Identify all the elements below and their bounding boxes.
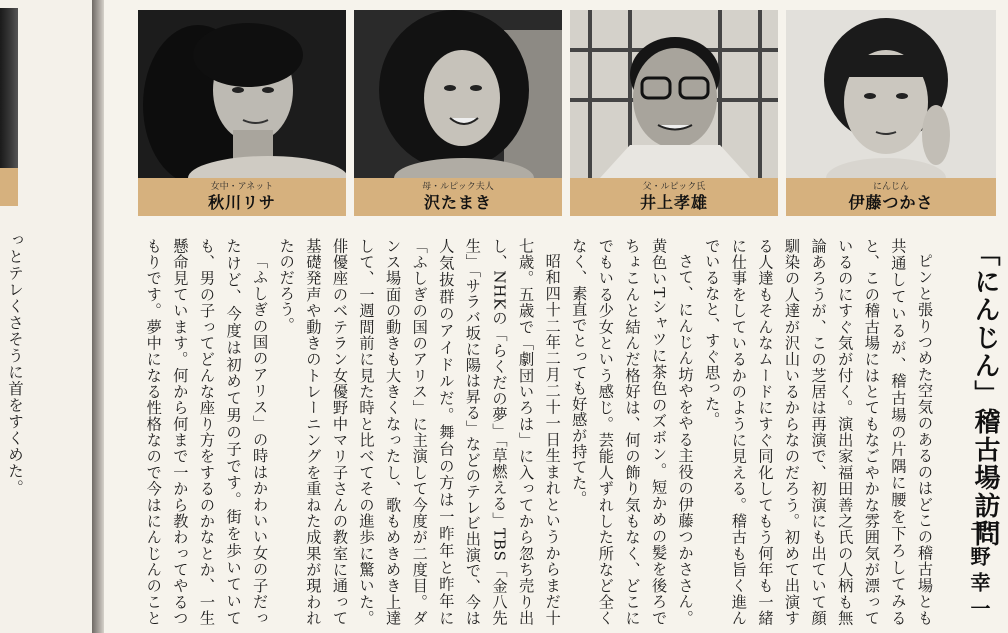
- cast-name: 伊藤つかさ: [848, 193, 934, 212]
- cast-card-inoue: [570, 10, 778, 216]
- article-paragraph: 「ふしぎの国のアリス」の時はかわいい女の子だったけど、今度は初めて男の子です。街を歩いていても、男の子ってどんな座り方をするのかなとか、一生懸命見ています。何から何まで一から教わってやるつもりです。夢中になる性格なので今はにんじんのこと: [144, 238, 270, 626]
- cast-name: 井上孝雄: [639, 193, 708, 212]
- cast-caption-ito: [786, 178, 996, 216]
- left-page: [0, 0, 95, 633]
- cast-caption-akikawa: [138, 178, 346, 216]
- cast-card-ito: [786, 10, 996, 216]
- cast-photo-ito: [786, 10, 996, 178]
- cast-role: にんじん: [872, 182, 909, 192]
- article-paragraph: さて、にんじん坊やをやる主役の伊藤つかささん。黄色いTシャツに茶色のズボン。短かめの髪を後ろでちょこんと結んだ格好は、何の飾り気もなく、どこにでもいる少女という感じ。芸能人ずれした所など全くなく、素直でとっても好感が持てた。: [570, 238, 695, 626]
- left-page-text: っとテレくさそうに首をすくめた。: [6, 232, 24, 496]
- cast-card-akikawa: [138, 10, 346, 216]
- article-author: 千野幸一: [967, 520, 991, 624]
- left-photo-fragment: [0, 8, 18, 168]
- cast-caption-inoue: [570, 178, 778, 216]
- cast-role: 女中・アネット: [210, 182, 274, 192]
- right-page: [104, 0, 1008, 633]
- article-paragraph: ピンと張りつめた空気のあるのはどこの稽古場とも共通しているが、稽古場の片隅に腰を下ろしてみると、この稽古場にはとてもなごやかな雰囲気が漂っているのにすぐ気が付く。演出家福田善之氏の人柄も無論あろうが、この芝居は再演で、初演にも出ていて顔馴染の人達が沢山いるからなのだろう。初めて出演する人達もそんなムードにすぐ同化してもう何年も一緒に仕事をしているかのように見える。稽古も旨く進んでいるなと、すぐ思った。: [703, 238, 934, 626]
- cast-photo-sawa: [354, 10, 562, 178]
- cast-card-sawa: [354, 10, 562, 216]
- cast-name: 秋川リサ: [208, 193, 276, 212]
- cast-name: 沢たまき: [423, 193, 492, 212]
- cast-photo-inoue: [570, 10, 778, 178]
- article-title: 「にんじん」稽古場訪問: [970, 240, 1000, 548]
- cast-photo-row: [138, 10, 1002, 216]
- cast-caption-sawa: [354, 178, 562, 216]
- article-body: [138, 238, 938, 626]
- cast-role: 父・ルピック氏: [642, 182, 706, 192]
- cast-role: 母・ルピック夫人: [422, 182, 494, 192]
- article-paragraph: 昭和四十二年二月二十一日生まれというからまだ十七歳。五歳で「劇団いろは」に入ってから忽ち売り出し、NHKの「らくだの夢」「草燃える」TBS「金八先生」「サラバ坂に陽は昇る」などのテレビ出演で、今は人気抜群のアイドルだ。舞台の方は一昨年と昨年に「ふしぎの国のアリス」に主演して今度が二度目。ダンス場面の動きも大きくなったし、歌もめきめき上達して、一週間前に見た時と比べてその進歩に驚いた。俳優座のベテラン女優野中マリ子さんの教室に通って基礎発声や動きのトレーニングを重ねた成果が現われたのだろう。: [277, 238, 562, 626]
- left-caption-fragment: [0, 168, 18, 206]
- cast-photo-akikawa: [138, 10, 346, 178]
